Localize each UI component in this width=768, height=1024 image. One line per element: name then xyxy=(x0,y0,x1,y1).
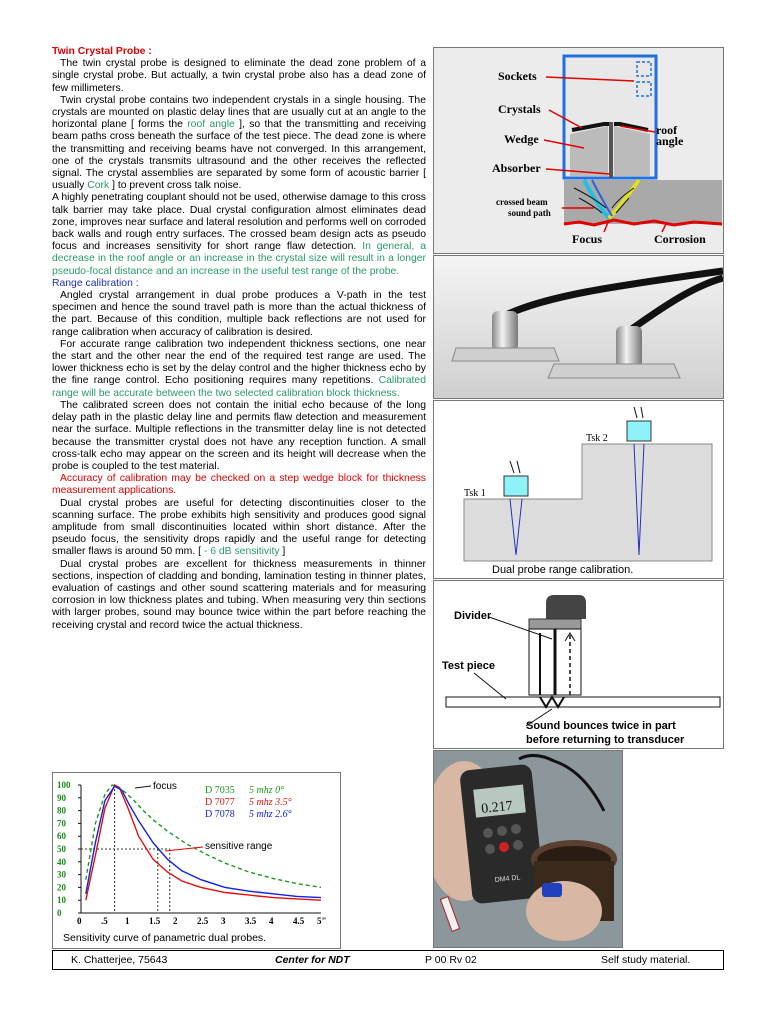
x-tick-label: 4 xyxy=(269,916,274,926)
label-test-piece: Test piece xyxy=(442,660,495,672)
legend-entry: D 7035 xyxy=(205,785,235,796)
footer-author: K. Chatterjee, 75643 xyxy=(71,954,168,966)
x-tick-label: 1.5 xyxy=(149,916,161,926)
y-tick-label: 50 xyxy=(57,844,66,854)
calibration-accuracy-note: Calibrated range will be accurate between the two selected calibration block thickness. xyxy=(52,375,426,399)
range-calibration-panel xyxy=(433,400,724,579)
footer-material: Self study material. xyxy=(601,954,691,966)
x-tick-label: 3 xyxy=(221,916,226,926)
page-footer xyxy=(52,950,724,970)
section-heading-range-calibration: Range calibration : xyxy=(52,277,139,289)
x-tick-label: 0 xyxy=(77,916,82,926)
y-tick-label: 60 xyxy=(57,831,66,842)
y-tick-label: 90 xyxy=(57,792,66,803)
probe-small xyxy=(504,476,528,496)
y-tick-label: 30 xyxy=(57,869,66,880)
label-tsk1: Tsk 1 xyxy=(464,488,486,499)
roof-angle-note: In general, a decrease in the roof angle or an increase in the crystal size will result in a longer pseudo-focal distance and an increase in the useful test range of the probe. xyxy=(52,241,426,277)
chart-caption: Sensitivity curve of panametric dual probes. xyxy=(63,932,267,944)
annotation-focus: focus xyxy=(153,781,177,792)
label-sockets: Sockets xyxy=(498,69,537,83)
calibration-caption: Dual probe range calibration. xyxy=(492,564,634,576)
label-crossed-beam: crossed beam xyxy=(496,197,548,207)
label-crystals: Crystals xyxy=(498,102,541,116)
probe-body-1 xyxy=(492,311,518,351)
x-tick-label: 2 xyxy=(173,916,178,926)
text-column xyxy=(52,46,426,632)
section-heading-twin-crystal: Twin Crystal Probe : xyxy=(52,46,152,57)
bounce-note-line-1: Sound bounces twice in part xyxy=(526,720,676,732)
legend-entry-detail: 5 mhz 2.6° xyxy=(249,809,292,820)
sensitivity-chart xyxy=(53,773,340,948)
gauge-brand: DM4 DL xyxy=(494,874,521,884)
cork-term: Cork xyxy=(87,180,110,192)
paragraph-6: The calibrated screen does not contain the initial echo because of the long delay path in the plastic delay line and permits flaw detection and measurement near the surface. Multiple reflections in the transmitter delay line is not detected because the transmitter crystal does not have any reception function. A small cross-talk echo may appear on the screen and its height will decrease when the probe is coupled to the test material. xyxy=(52,399,426,472)
legend-entry-detail: 5 mhz 0° xyxy=(249,785,285,796)
probe-cross-section-diagram xyxy=(434,48,723,253)
probe-diagram-panel xyxy=(433,47,724,254)
sensitivity-note: - 6 dB sensitivity xyxy=(203,546,280,558)
paragraph-5: For accurate range calibration two independent thickness sections, one near the start and the other near the end of the required test range are used. The lower thickness echo is set by the delay control and the higher thickness echo by the fine range control. Echo positioning requires many repetitions. Calibrated range will be accurate between the two selected calibration block thickness. xyxy=(52,338,426,399)
wedge-left xyxy=(570,126,608,176)
gauge-reading: 0.217 xyxy=(480,798,514,817)
probe-blue xyxy=(542,883,562,897)
x-tick-label: .5 xyxy=(101,916,108,926)
y-tick-label: 20 xyxy=(57,882,66,893)
y-tick-label: 70 xyxy=(57,818,66,829)
label-focus: Focus xyxy=(572,232,602,246)
step-wedge-block xyxy=(464,444,712,561)
bounce-note-line-2: before returning to transducer xyxy=(526,734,685,746)
footer-center: Center for NDT xyxy=(275,954,350,966)
legend-entry-detail: 5 mhz 3.5° xyxy=(249,797,292,808)
range-calibration-diagram xyxy=(434,401,723,578)
legend-entry: D 7078 xyxy=(205,809,235,820)
x-tick-label: 4.5 xyxy=(293,916,305,926)
label-tsk2: Tsk 2 xyxy=(586,433,608,444)
paragraph-2: Twin crystal probe contains two independent crystals in a single housing. The crystals are mounted on plastic delay lines that are usually cut at an angle to the horizontal plane [ forms the roof angle ], so that the transmitting and receiving beam paths cross beneath the surface of the test piece. The dead zone is where the transmitting and receiving beams have not converged. In this arrangement, one of the crystals transmits ultrasound and the other receives the reflected signal. The crystal assemblies are separated by some form of acoustic barrier [ usually Cork ] to prevent cross talk noise. xyxy=(52,94,426,192)
y-tick-label: 10 xyxy=(57,895,66,906)
step-block-1 xyxy=(452,348,559,361)
calibration-check-note: Accuracy of calibration may be checked on a step wedge block for thickness measurement applications. xyxy=(52,473,426,497)
label-angle: angle xyxy=(656,134,684,148)
x-tick-label: 2.5 xyxy=(197,916,209,926)
label-sound-path: sound path xyxy=(508,208,551,218)
label-roof: roof xyxy=(656,123,678,137)
y-tick-label: 40 xyxy=(57,856,66,867)
probe-body-2 xyxy=(616,326,642,368)
annotation-sensitive-range: sensitive range xyxy=(205,841,273,852)
x-tick-label: 3.5 xyxy=(245,916,257,926)
x-tick-label: 5" xyxy=(317,916,327,926)
step-block-2 xyxy=(548,364,680,378)
bounce-diagram-panel xyxy=(433,580,724,749)
label-absorber: Absorber xyxy=(492,161,541,175)
y-tick-label: 80 xyxy=(57,805,66,816)
paragraph-4: Angled crystal arrangement in dual probe produces a V-path in the test specimen and hence the sound travel path is more than the actual thickness of the part. Because of this condition, multiple back reflections are not used for range calibration when accuracy of calibration is desired. xyxy=(52,290,426,338)
label-divider: Divider xyxy=(454,610,492,622)
y-tick-label: 0 xyxy=(57,908,62,918)
label-wedge: Wedge xyxy=(504,132,539,146)
y-tick-label: 100 xyxy=(57,780,71,790)
paragraph-1: The twin crystal probe is designed to eliminate the dead zone problem of a single crystal probe. But actually, a twin crystal probe also has a dead zone of few millimeters. xyxy=(52,58,426,94)
roof-angle-term: roof angle xyxy=(187,119,235,131)
paragraph-9: Dual crystal probes are excellent for thickness measurements in thinner sections, inspection of cladding and bonding, lamination testing in thinner plates, evaluation of castings and other sound scattering materials and for measuring corrosion in low thickness plates and tubing. When measuring very thin sections with larger probes, sound may bounce twice within the part before reaching the receiving crystal and record twice the actual thickness. xyxy=(52,558,426,631)
wedge-right xyxy=(614,126,650,176)
sensitivity-chart-panel xyxy=(52,772,341,949)
footer-page: P 00 Rv 02 xyxy=(425,954,477,966)
legend-entry: D 7077 xyxy=(205,797,235,808)
x-tick-label: 1 xyxy=(125,916,130,926)
test-piece-plate xyxy=(446,697,720,707)
dual-probe-photo xyxy=(433,255,724,399)
transducer-cap xyxy=(546,595,586,619)
label-corrosion: Corrosion xyxy=(654,232,706,246)
hand-right xyxy=(526,881,602,941)
paragraph-3: A highly penetrating couplant should not be used, otherwise damage to this cross talk barrier may take place. Dual crystal configuration almost eliminates dead zone, improves near surface and lateral resolution and performs well on corroded back walls and rough entry surfaces. The crossed beam design acts as pseudo focus and increases sensitivity for short range flaw detection. In general, a decrease in the roof angle or an increase in the crystal size will result in a longer pseudo-focal distance and an increase in the useful test range of the probe. xyxy=(52,192,426,277)
probe-large xyxy=(627,421,651,441)
double-bounce-diagram xyxy=(434,581,723,748)
thickness-gauge-photo xyxy=(433,750,623,948)
paragraph-8: Dual crystal probes are useful for detecting discontinuities closer to the scanning surface. The probe exhibits high sensitivity and produces good signal amplitude from small discontinuities located within short distance. After the pseudo focus, the sensitivity drops rapidly and the useful range for detecting smaller flaws is around 50 mm. [ - 6 dB sensitivity ] xyxy=(52,497,426,558)
